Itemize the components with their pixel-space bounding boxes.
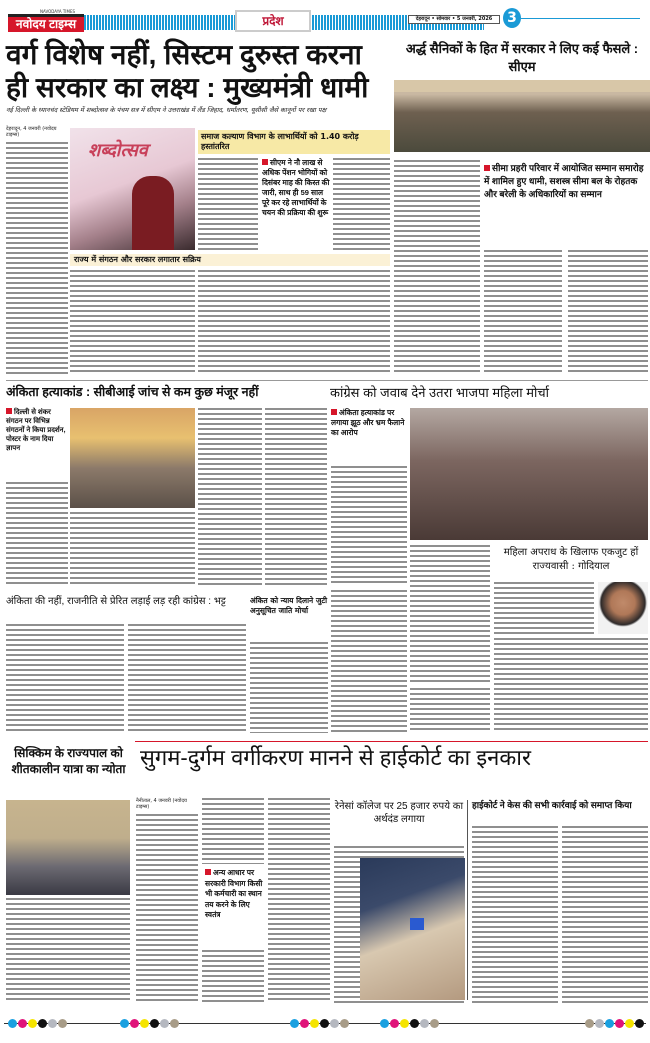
sc-morcha-text [250,642,328,733]
paramilitary-text-col3 [568,250,648,375]
paramilitary-text-col2 [484,250,562,375]
lead-headline: वर्ग विशेष नहीं, सिस्टम दुरुस्त करना ही सरकार का लक्ष्य : मुख्यमंत्री धामी [6,39,369,103]
lead-subhead: नई दिल्ली के ध्यानचंद स्टेडियम में शब्दोत्सव के पंचम सत्र में सीएम ने उत्तराखंड में लैंड जिहाद, धर्मांतरण, यूसीसी जैसे कानूनों पर रखा पक्ष [6,106,327,114]
bhatt-text-col1 [6,624,124,733]
bjp-mahila-headline: कांग्रेस को जवाब देने उतरा भाजपा महिला मोर्चा [330,385,549,400]
godiyal-text-wide [494,638,648,733]
court-highlight: अन्य आधार पर सरकारी विभाग किसी भी कर्मचारी का स्थान तय करने के लिए स्वतंत्र [205,868,267,921]
bjp-highlight: अंकिता हत्याकांड पर लगाया झूठ और भ्रम फैलाने का आरोप [331,408,407,438]
bjp-text-col2 [410,545,490,685]
shabdotsav-stage-photo [70,128,195,250]
ankita-headline: अंकिता हत्याकांड : सीबीआई जांच से कम कुछ मंजूर नहीं [6,385,259,399]
lead-text-col1 [6,142,68,375]
renaissance-headline: रेनेसां कॉलेज पर 25 हजार रुपये का अर्थदंड लगाया [334,801,464,825]
bjp-text-col3 [331,590,407,733]
header-rule [521,18,640,19]
welfare-text-col3 [333,158,390,250]
bjp-text-col1 [331,466,407,585]
godiyal-portrait [598,582,648,634]
registration-marks-3 [290,1019,349,1028]
ankita-text-col1 [6,482,68,585]
court-headline: सुगम-दुर्गम वर्गीकरण मानने से हाईकोर्ट का इनकार [140,745,531,770]
sikkim-headline: सिक्किम के राज्यपाल को शीतकालीन यात्रा का न्योता [11,746,126,776]
court-text-col3 [202,950,264,1003]
bjp-mahila-morcha-photo [410,408,648,540]
building-window [410,918,424,930]
lead-dateline: देहरादून, 4 जनवरी (नवोदय टाइम्स) [6,126,68,138]
speaker-figure [132,176,174,250]
masthead-small-label: NAVODAYA TIMES [40,9,76,14]
governor-meeting-photo [6,800,130,895]
photo-banner-text: शब्दोत्सव [88,140,148,161]
sikkim-text [6,898,130,1003]
hc-case-headline: हाईकोर्ट ने केस की सभी कार्रवाई को समाप्त किया [472,800,632,810]
registration-marks-right [585,1019,644,1028]
ankita-text-col4 [265,408,327,588]
court-text-col4 [268,798,330,1003]
section-label: प्रदेश [235,10,311,32]
ssb-ceremony-photo [394,80,650,152]
welfare-text-col1 [198,158,258,250]
welfare-highlight: सीएम ने नौ लाख से अधिक पेंशन भोगियों को दिसंबर माह की किस्त की जारी, साथ ही 59 साल पूरे कर रहे लाभार्थियों के चयन की प्रक्रिया की शुरू [262,158,330,217]
bhatt-headline: अंकिता की नहीं, राजनीति से प्रेरित लड़ाई लड़ रही कांग्रेस : भट्ट [6,596,226,607]
column-divider [467,800,468,1000]
section-divider [6,380,648,381]
godiyal-headline: महिला अपराध के खिलाफ एकजुट हों राज्यवासी : गोदियाल [503,547,639,572]
lead-text-col3 [198,270,390,375]
college-building-photo [360,858,465,1000]
court-text-col1 [136,814,198,1003]
red-divider [135,741,648,742]
paramilitary-text-col1 [394,160,480,375]
photo-caption: राज्य में संगठन और सरकार लगातार सक्रिय [70,254,390,266]
paramilitary-highlight: सीमा प्रहरी परिवार में आयोजित सम्मान समारोह में शामिल हुए धामी, सशस्त्र सीमा बल के रोहतक और बरेली के अधिकारियों का सम्मान [484,162,648,201]
hc-case-text-col2 [562,826,648,1003]
registration-marks-left [8,1019,67,1028]
sc-morcha-headline: अंकित को न्याय दिलाने जुटी अनुसूचित जाति मोर्चा [250,596,328,615]
bhatt-text-col2 [128,624,246,733]
bjp-text-col4 [410,688,490,733]
court-text-col2 [202,798,264,864]
lead-text-col2 [70,270,195,375]
registration-marks-4 [380,1019,439,1028]
paramilitary-headline: अर्द्ध सैनिकों के हित में सरकार ने लिए कई फैसले : सीएम [405,41,639,74]
ankita-text-col2 [198,408,262,588]
godiyal-text [494,582,594,635]
ankita-highlight: दिल्ली से शंकर संगठन पर विभिन्न संगठनों ने किया प्रदर्शन, पोस्टर के नाम दिया ज्ञापन [6,408,68,453]
hc-case-text-col1 [472,826,558,1003]
page-number: 3 [503,8,521,28]
date-line: देहरादून • सोमवार • 5 जनवरी, 2026 [408,15,500,24]
registration-marks-2 [120,1019,179,1028]
logo: नवोदय टाइम्स [8,14,84,32]
protest-photo [70,408,195,508]
ankita-text-col3 [70,512,195,587]
masthead [0,0,650,36]
court-dateline: नैनीताल, 4 जनवरी (नवोदय टाइम्स) [136,798,198,810]
ssb-banner [394,80,650,92]
welfare-headline: समाज कल्याण विभाग के लाभार्थियों को 1.40 करोड़ हस्तांतरित [198,130,390,154]
